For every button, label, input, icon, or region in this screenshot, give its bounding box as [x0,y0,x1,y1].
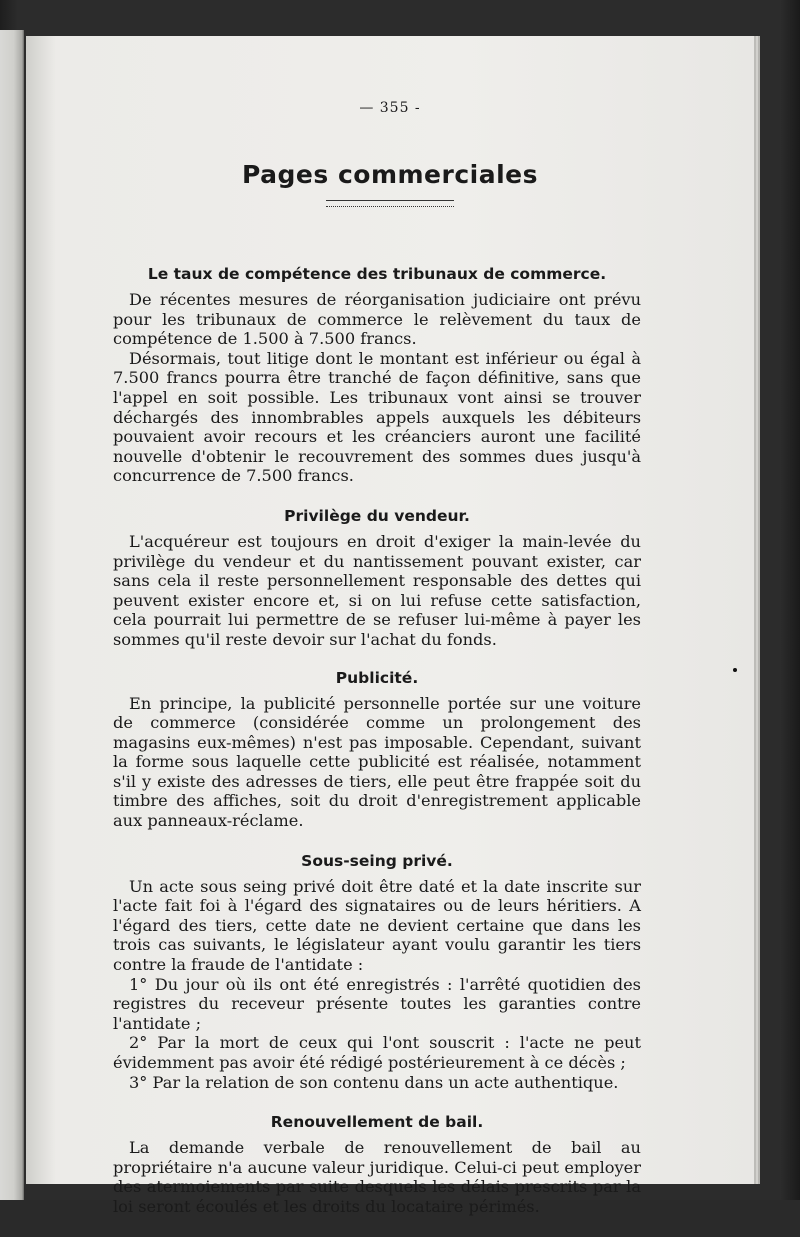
list-item: 1° Du jour où ils ont été enregistrés : l'arrêté quotidien des registres du receveur présente toutes les garanties contre l'antidate ; [113,974,641,1033]
section-heading: Privilège du vendeur. [284,506,470,525]
section-renouvellement [113,1112,641,1216]
paragraph: Un acte sous seing privé doit être daté et la date inscrite sur l'acte fait foi à l'égard des signataires ou de leurs héritiers. A l'égard des tiers, cette date ne devient certaine que dans les trois cas suivants, le législateur ayant voulu garantir les tiers contre la fraude de l'antidate : [113,876,641,975]
title-underline [326,200,454,207]
section-competence [113,264,641,486]
list-item: 3° Par la relation de son contenu dans un acte authentique. [129,1072,619,1092]
book-page [26,36,754,1216]
page-number: — 355 - [359,100,421,116]
paragraph: L'acquéreur est toujours en droit d'exiger la main-levée du privilège du vendeur et du nantissement pouvant exister, car sans cela il reste personnellement responsable des dettes qui peuvent exister encore et, si on lui refuse cette satisfaction, cela pourrait lui permettre de se refuser lui-même à payer les sommes qu'il reste devoir sur l'achat du fonds. [113,531,641,649]
section-heading: Le taux de compétence des tribunaux de commerce. [147,265,607,283]
paragraph: La demande verbale de renouvellement de bail au propriétaire n'a aucune valeur juridique. Celui-ci peut employer des atermoiements par suite desquels les délais prescrits par la loi seront écoulés et les droits du locataire périmés. [113,1138,641,1216]
article-body [113,264,641,1237]
paragraph: Désormais, tout litige dont le montant est inférieur ou égal à 7.500 francs pourra être tranché de façon définitive, sans que l'appel en soit possible. Les tribunaux vont ainsi se trouver déchargés des innombrables appels auxquels les débiteurs pouvaient avoir recours et les créanciers auront une facilité nouvelle d'obtenir le recouvrement des sommes dues jusqu'à concurrence de 7.500 francs. [113,348,641,486]
section-heading: Publicité. [335,668,419,687]
paragraph: En principe, la publicité personnelle portée sur une voiture de commerce (considérée comme un prolongement des magasins eux-mêmes) n'est pas imposable. Cependant, suivant la forme sous laquelle cette publicité est réalisée, notamment s'il y existe des adresses de tiers, elle peut être frappée soit du timbre des affiches, soit du droit d'enregistrement applicable aux panneaux-réclame. [113,693,641,831]
section-heading: Sous-seing privé. [301,851,453,870]
page-title: Pages commerciales [242,160,538,189]
paragraph: De récentes mesures de réorganisation judiciaire ont prévu pour les tribunaux de commerce le relèvement du taux de compétence de 1.500 à 7.500 francs. [113,290,641,349]
section-privilege [113,506,641,650]
section-heading: Renouvellement de bail. [270,1113,484,1132]
ink-speck [733,668,737,672]
section-publicite [113,668,641,831]
section-sous-seing [113,851,641,1093]
left-page-edge [0,30,24,1200]
list-item: 2° Par la mort de ceux qui l'ont souscrit : l'acte ne peut évidemment pas avoir été rédigé postérieurement à ce décès ; [113,1033,641,1072]
